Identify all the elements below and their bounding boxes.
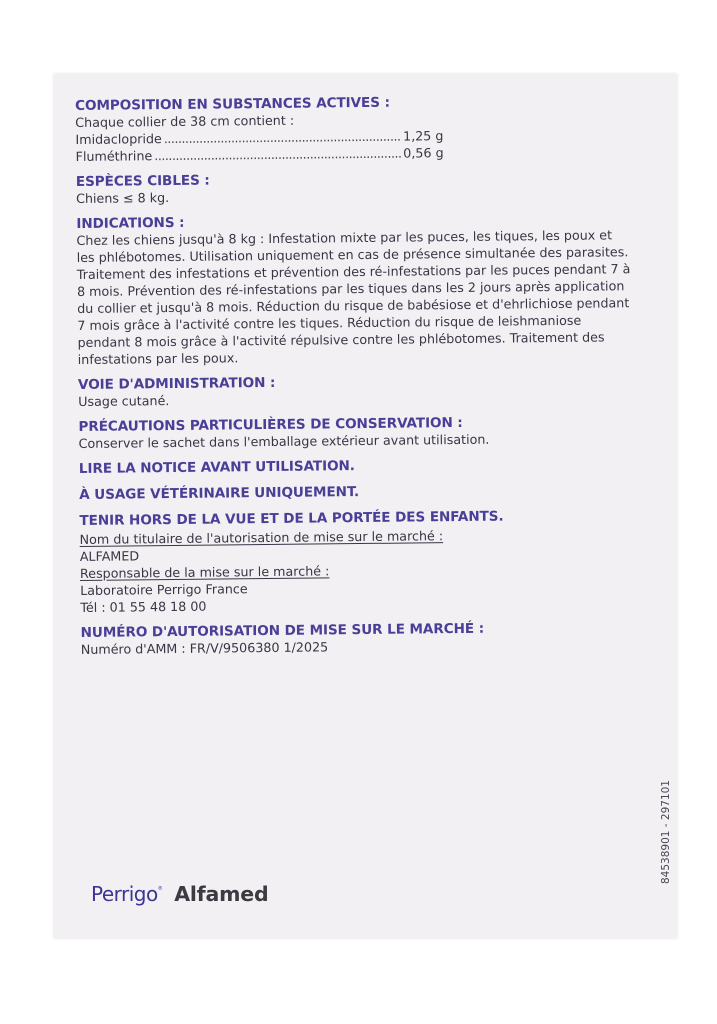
holder-label: Nom du titulaire de l'autorisation de mise sur le marché :: [79, 528, 444, 547]
responsible-company: Laboratoire Perrigo France: [80, 581, 248, 598]
veterinary-warning: À USAGE VÉTÉRINAIRE UNIQUEMENT.: [79, 484, 360, 503]
indications-heading: INDICATIONS :: [76, 214, 185, 232]
holder-value: ALFAMED: [79, 548, 140, 564]
indications-section: [76, 210, 638, 368]
batch-code: 84538901 - 297101: [660, 780, 672, 884]
composition-intro: Chaque collier de 38 cm contient :: [75, 112, 295, 130]
ingredient-value: 1,25 g: [402, 128, 444, 144]
perrigo-wordmark: Perrigo: [91, 882, 158, 906]
ingredient-value: 0,56 g: [403, 145, 444, 161]
ingredient-name: Imidaclopride: [75, 131, 162, 147]
amm-heading: NUMÉRO D'AUTORISATION DE MISE SUR LE MARCHÉ :: [80, 620, 485, 641]
dot-leader: [154, 145, 401, 165]
responsible-label: Responsable de la mise sur le marché :: [79, 563, 330, 581]
composition-heading: COMPOSITION EN SUBSTANCES ACTIVES :: [75, 94, 390, 114]
amm-number: Numéro d'AMM : FR/V/9506380 1/2025: [80, 639, 329, 657]
especes-section: [76, 168, 636, 207]
voie-heading: VOIE D'ADMINISTRATION :: [77, 374, 276, 393]
brand-logos: [91, 882, 268, 906]
indications-text: Chez les chiens jusqu'à 8 kg : Infestation mixte par les puces, les tiques, les poux et les phlébotomes. Utilisation uniquement en cas de présence simultanée des parasites. Traitement des infestations et prévention des ré-infestations par les puces pendant 7 à 8 mois. Prévention des ré-infestations par les tiques dans les 2 jours après application du collier et jusqu'à 8 mois. Réduction du risque de babésiose et d'ehrlichiose pendant 7 mois grâce à l'activité contre les tiques. Réduction du risque de leishmaniose pendant 8 mois grâce à l'activité répulsive contre les phlébotomes. Traitement des infestations par les poux.: [76, 227, 631, 367]
holder-section: [80, 525, 641, 616]
perrigo-logo: [91, 882, 162, 906]
especes-heading: ESPÈCES CIBLES :: [75, 172, 210, 190]
notice-warning: LIRE LA NOTICE AVANT UTILISATION.: [78, 458, 355, 477]
responsible-phone: Tél : 01 55 48 18 00: [80, 598, 207, 615]
precautions-heading: PRÉCAUTIONS PARTICULIÈRES DE CONSERVATION :: [78, 414, 463, 435]
alfamed-logo: Alfamed: [174, 882, 269, 906]
ingredient-row: [76, 144, 444, 165]
voie-text: Usage cutané.: [78, 393, 170, 409]
leaflet-content: [75, 92, 641, 667]
composition-section: [75, 92, 636, 165]
amm-section: [81, 619, 641, 658]
especes-text: Chiens ≤ 8 kg.: [75, 190, 170, 206]
registered-mark: ®: [157, 886, 163, 892]
voie-section: [78, 371, 638, 410]
precautions-section: [78, 413, 638, 452]
ingredient-name: Fluméthrine: [75, 148, 153, 164]
children-warning: TENIR HORS DE LA VUE ET DE LA PORTÉE DES ENFANTS.: [79, 508, 504, 529]
precautions-text: Conserver le sachet dans l'emballage extérieur avant utilisation.: [78, 431, 490, 451]
